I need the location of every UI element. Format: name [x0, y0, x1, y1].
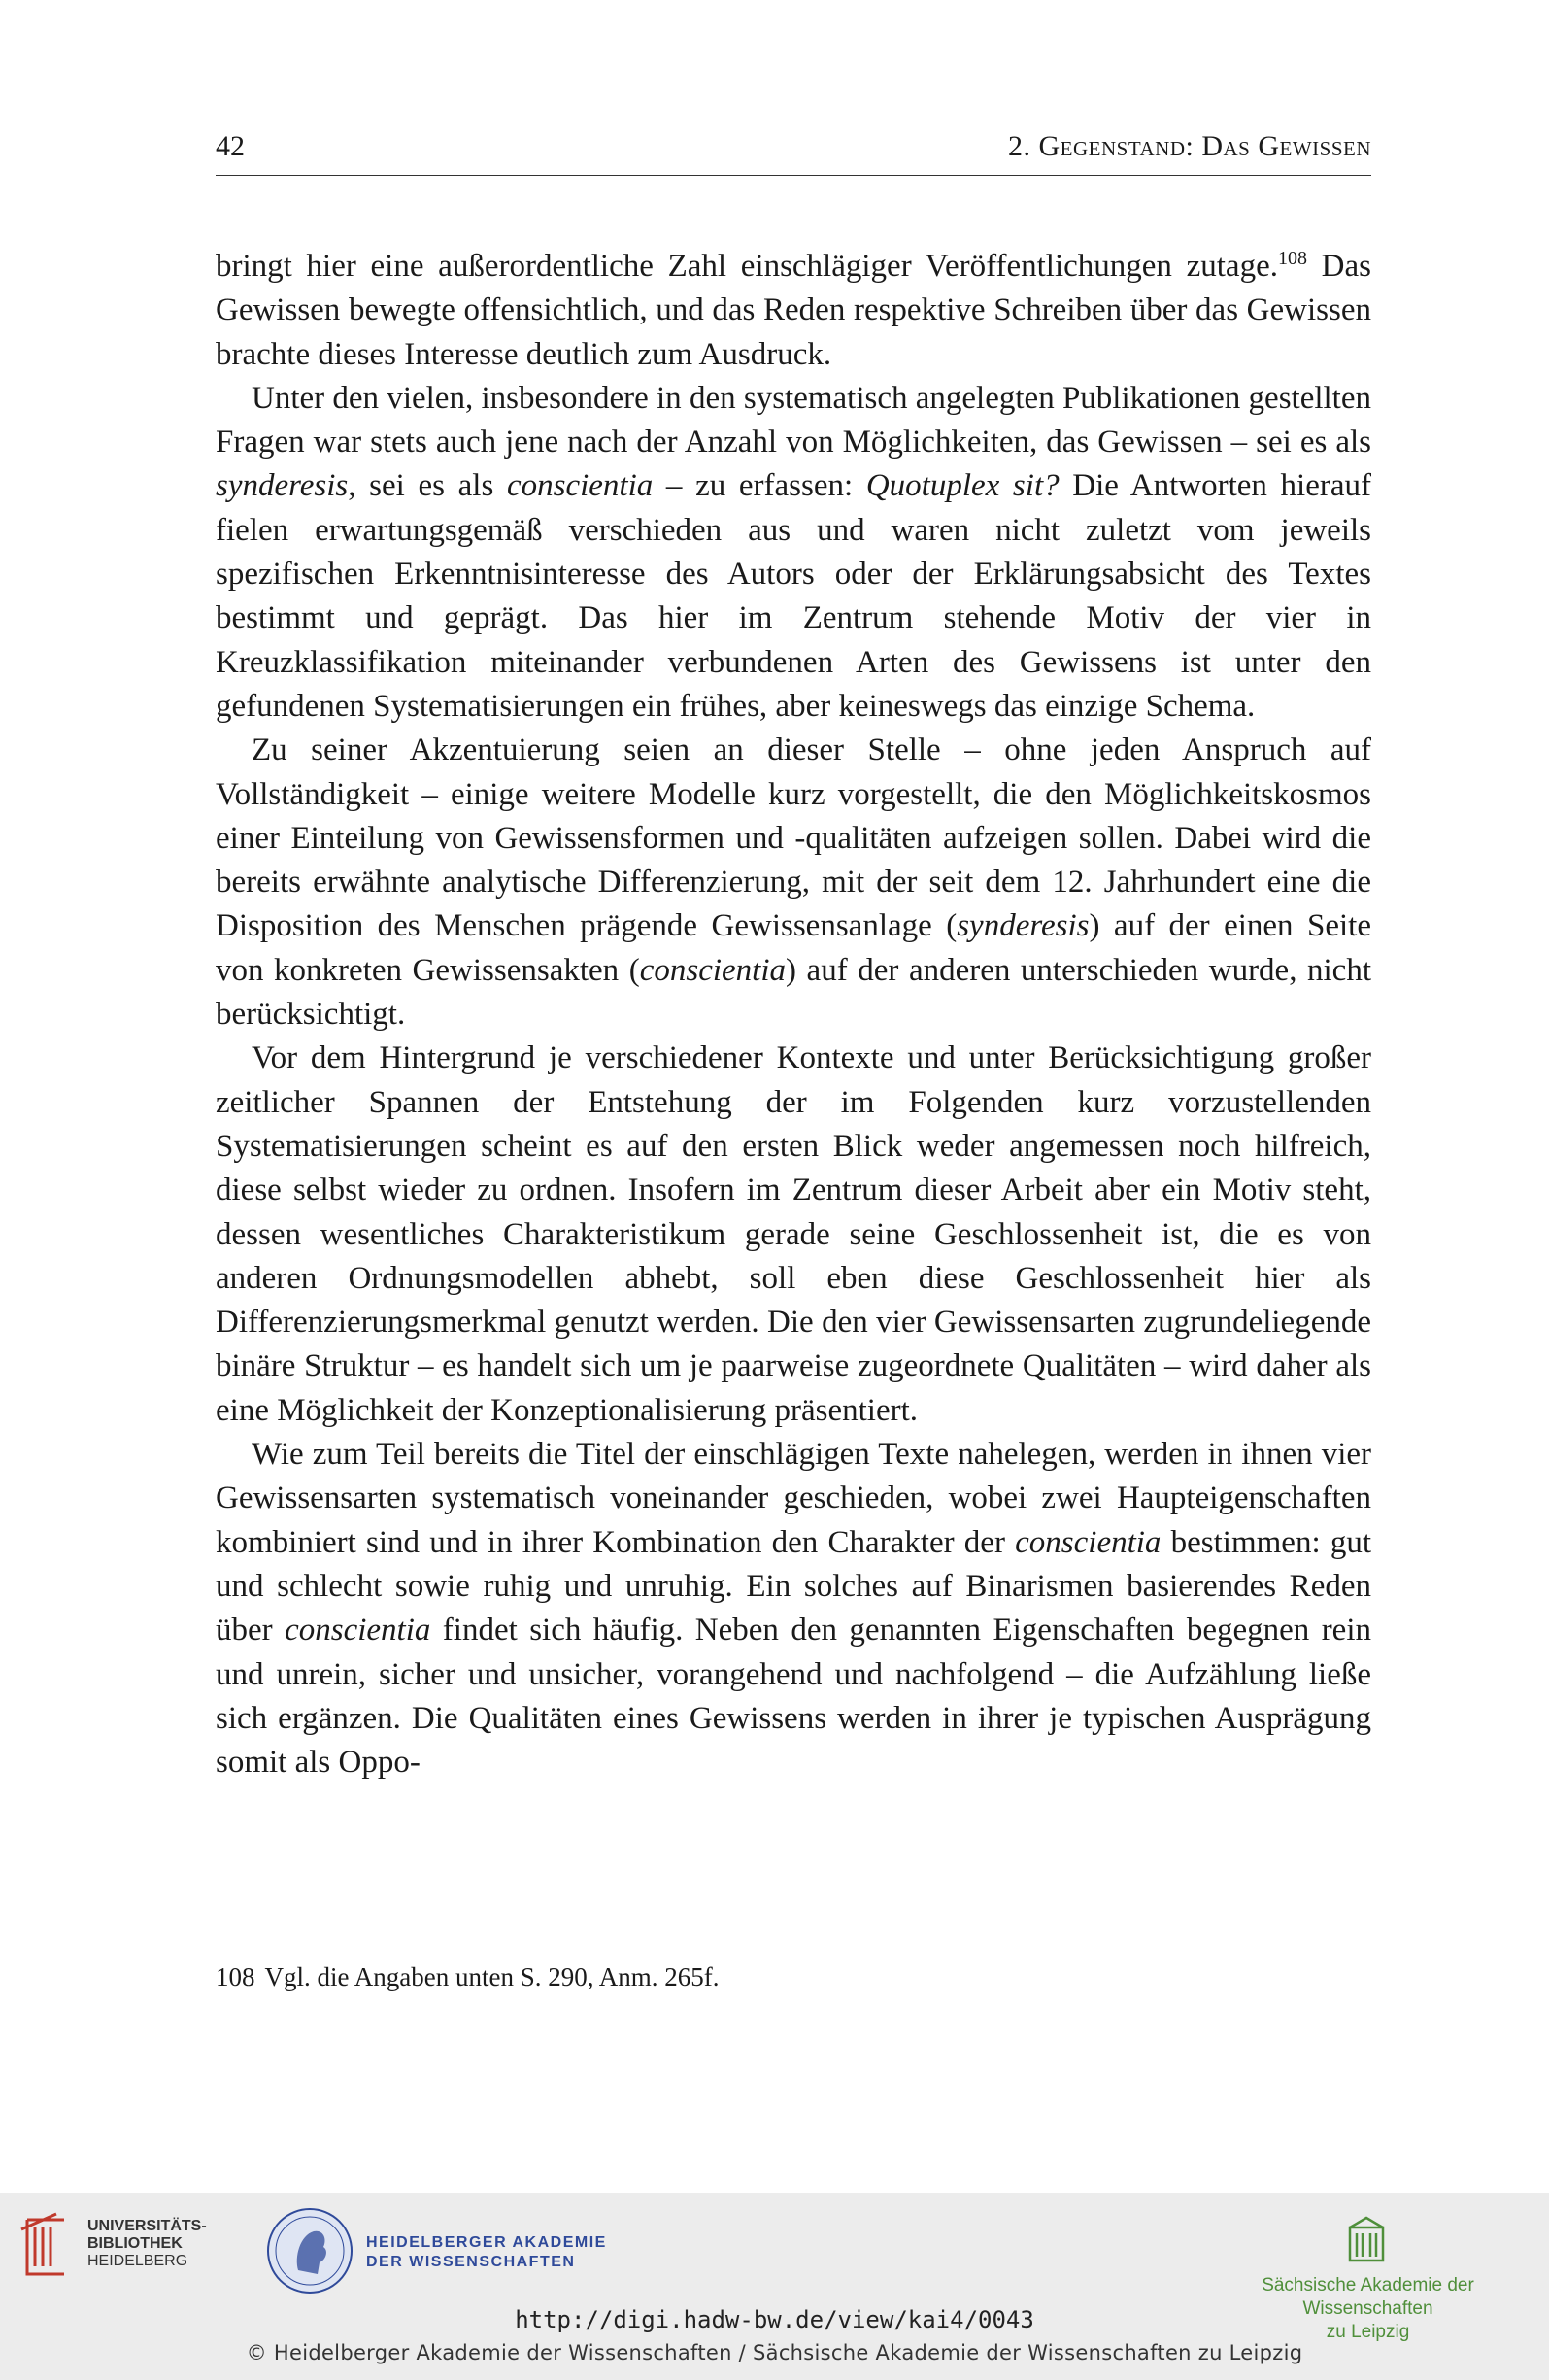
text-run: findet sich häufig. Neben den genannten Eigenschaften begegnen rein und unrein, sicher und unsicher, vorangehend und nachfolgend – die Aufzählung ließe sich ergänzen. Die Qualitäten eines Gewissens werden in ihrer je typischen Ausprägung somit als Oppo- [216, 1613, 1371, 1781]
footnote-number: 108 [216, 1962, 255, 1991]
text-run: bestimmen: gut und schlecht sowie ruhig und unruhig. Ein solches auf Binarismen basierendes Reden über [216, 1524, 1371, 1649]
main-text [216, 245, 1371, 1785]
text-run: Das Gewissen bewegte offensichtlich, und das Reden respektive Schreiben über das Gewissen brachte dieses Interesse deutlich zum Ausdruck. [216, 249, 1371, 372]
header-rule [216, 175, 1371, 176]
hadw-seal-icon [265, 2206, 354, 2295]
italic-term: Quotuplex sit? [865, 468, 1060, 504]
text-run: , sei es als [348, 468, 507, 504]
paragraph-1 [216, 245, 1371, 377]
italic-term: conscientia [506, 468, 654, 504]
footnote-text: Vgl. die Angaben unten S. 290, Anm. 265f. [264, 1962, 720, 1991]
saw-building-icon [1346, 2214, 1387, 2264]
text-run: ) auf der anderen unterschieden wurde, nicht berücksichtigt. [216, 952, 1371, 1033]
footnote-reference[interactable]: 108 [1277, 248, 1307, 269]
ub-heidelberg-logo[interactable] [17, 2212, 221, 2290]
hadw-logo-line: HEIDELBERGER AKADEMIE [366, 2234, 607, 2251]
paragraph-4: Vor dem Hintergrund je verschiedener Kontexte und unter Berücksichtigung großer zeitlicher Spannen der Entstehung der im Folgenden kurz vorzustellenden Systematisierungen scheint es auf den ersten Blick weder angemessen noch hilfreich, diese selbst wieder zu ordnen. Insofern im Zentrum dieser Arbeit aber ein Motiv steht, dessen wesentliches Charakteristikum gerade seine Geschlossenheit ist, die es von anderen Ordnungsmodellen abhebt, soll eben diese Geschlossenheit hier als Differenzierungsmerkmal genutzt werden. Die den vier Gewissensarten zugrundeliegende binäre Struktur – es handelt sich um je paarweise zugeordnete Qualitäten – wird daher als eine Möglichkeit der Konzeptionalisierung präsentiert. [216, 1040, 1371, 1428]
text-run: ) auf der einen Seite von konkreten Gewissensakten ( [216, 908, 1371, 988]
saw-logo-line: zu Leipzig [1326, 2322, 1410, 2342]
ub-building-icon [17, 2212, 76, 2290]
italic-term: synderesis [957, 908, 1090, 944]
paragraph-3 [216, 729, 1371, 1037]
footnote [216, 1959, 1371, 1994]
text-run: – zu erfassen: [653, 468, 866, 504]
ub-logo-text [87, 2218, 207, 2270]
footer-band [0, 2193, 1549, 2380]
ub-logo-line: BIBLIOTHEK [87, 2235, 183, 2252]
hadw-logo-text [366, 2233, 607, 2272]
text-run: Zu seiner Akzentuierung seien an dieser Stelle – ohne jeden Anspruch auf Vollständigkeit – einige weitere Modelle kurz vorgestellt, die den Möglichkeitskosmos einer Einteilung von Gewissensformen und -qualitäten aufzeigen sollen. Dabei wird die bereits erwähnte analytische Differenzierung, mit der seit dem 12. Jahrhundert eine die Disposition des Menschen prägende Gewissensanlage ( [216, 732, 1371, 944]
paragraph-2 [216, 377, 1371, 729]
saw-logo-line: Sächsische Akademie der Wissenschaften [1262, 2275, 1474, 2319]
text-run: bringt hier eine außerordentliche Zahl einschlägiger Veröffentlichungen zutage. [216, 249, 1278, 284]
italic-term: synderesis [216, 468, 349, 504]
paragraph-5 [216, 1433, 1371, 1785]
text-run: Wie zum Teil bereits die Titel der einschlägigen Texte nahelegen, werden in ihnen vier Gewissensarten systematisch voneinander geschieden, wobei zwei Haupteigenschaften kombiniert sind und in ihrer Kombination den Charakter der [216, 1437, 1371, 1560]
italic-term: conscientia [639, 952, 787, 988]
text-run: Unter den vielen, insbesondere in den systematisch angelegten Publikationen gestellten Fragen war stets auch jene nach der Anzahl von Möglichkeiten, das Gewissen – sei es als [216, 380, 1371, 460]
italic-term: conscientia [1015, 1524, 1162, 1560]
page-number: 42 [216, 130, 245, 162]
running-title: 2. Gegenstand: Das Gewissen [1008, 130, 1371, 162]
italic-term: conscientia [285, 1613, 431, 1649]
hadw-logo-line: DER WISSENSCHAFTEN [366, 2254, 576, 2270]
ub-logo-line: UNIVERSITÄTS- [87, 2218, 207, 2234]
copyright-notice: © Heidelberger Akademie der Wissenschaften / Sächsische Akademie der Wissenschaften zu Leipzig [246, 2341, 1303, 2364]
ub-logo-line: HEIDELBERG [87, 2253, 188, 2269]
permalink-url[interactable]: http://digi.hadw-bw.de/view/kai4/0043 [515, 2306, 1034, 2333]
hadw-logo[interactable] [265, 2206, 615, 2303]
text-run: Die Antworten hierauf fielen erwartungsgemäß verschieden aus und waren nicht zuletzt vom jeweils spezifischen Erkenntnisinteresse des Autors oder der Erklärungsabsicht des Textes bestimmt und geprägt. Das hier im Zentrum stehende Motiv der vier in Kreuzklassifikation miteinander verbundenen Arten des Gewissens ist unter den gefundenen Systematisierungen ein frühes, aber keineswegs das einzige Schema. [216, 468, 1372, 724]
